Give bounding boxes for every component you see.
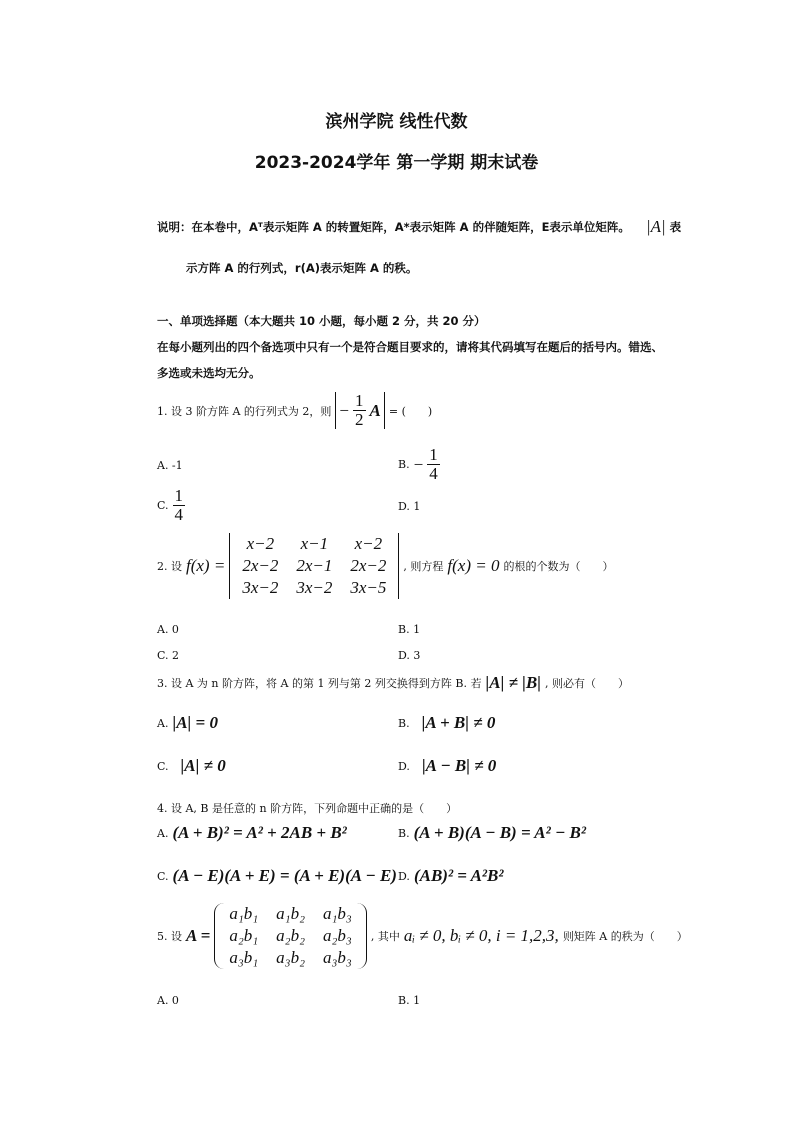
option-math: |A| = 0: [172, 713, 218, 732]
q2-option-b[interactable]: B. 1: [398, 623, 421, 636]
matrix-row: [220, 903, 360, 925]
option-label: A.: [157, 716, 169, 730]
det-symbol: |A|: [645, 217, 666, 236]
q2-option-a[interactable]: A. 0: [157, 623, 179, 636]
q2-option-d[interactable]: D. 3: [398, 649, 421, 662]
matrix-row: [220, 947, 360, 969]
matrix-cell: x−1: [300, 534, 329, 553]
q3-option-b[interactable]: [398, 713, 495, 733]
question-3: [157, 673, 629, 693]
matrix-cell: a₂b₃: [323, 926, 352, 945]
note-line-2: 示方阵 A 的行列式，r(A)表示矩阵 A 的秩。: [186, 261, 418, 275]
exam-title-term: 2023-2024学年 第一学期 期末试卷: [254, 153, 539, 173]
q1-option-b[interactable]: [398, 446, 440, 483]
option-label: B.: [398, 826, 410, 840]
question-2-tail: 的根的个数为（ ）: [503, 560, 614, 573]
question-3-text: 3. 设 A 为 n 阶方阵，将 A 的第 1 列与第 2 列交换得到方阵 B. 若: [157, 677, 482, 690]
q4-option-a[interactable]: [157, 823, 347, 843]
question-5-prefix: 5. 设: [157, 930, 182, 943]
question-1: [157, 392, 432, 429]
matrix-cell: a₁b₃: [323, 904, 352, 923]
matrix-cell: 2x−2: [242, 556, 279, 575]
q3-option-d[interactable]: [398, 756, 496, 776]
q5-option-b[interactable]: B. 1: [398, 994, 421, 1007]
matrix-cell: x−2: [354, 534, 383, 553]
note-text: 说明：在本卷中，Aᵀ表示矩阵 A 的转置矩阵，A*表示矩阵 A 的伴随矩阵，E表示单位矩阵。: [157, 220, 630, 234]
option-label: C.: [157, 759, 169, 773]
fraction: [173, 487, 186, 524]
matrix-cell: 2x−2: [350, 556, 387, 575]
function-expr: f(x) =: [186, 556, 226, 575]
matrix-cell: a₂b₁: [229, 926, 259, 945]
matrix-table: [220, 903, 360, 969]
denominator: 2: [355, 410, 364, 429]
question-4: 4. 设 A, B 是任意的 n 阶方阵，下列命题中正确的是（ ）: [157, 802, 458, 815]
option-math: (A − E)(A + E) = (A + E)(A − E): [172, 866, 397, 885]
matrix-cell: a₂b₂: [276, 926, 305, 945]
question-1-text: 1. 设 3 阶方阵 A 的行列式为 2，则: [157, 404, 332, 418]
matrix-row: [233, 555, 395, 577]
question-3-tail: , 则必有（ ）: [544, 677, 629, 690]
section-instruction-1: 在每小题列出的四个备选项中只有一个是符合题目要求的，请将其代码填写在题后的括号内。错选、: [157, 340, 663, 354]
condition: |A| ≠ |B|: [485, 673, 541, 692]
note-line-1: [157, 217, 681, 237]
determinant-matrix: [229, 533, 399, 599]
q4-option-d[interactable]: [398, 866, 503, 886]
option-label: B.: [398, 458, 410, 471]
option-label: A.: [157, 826, 169, 840]
q1-option-c[interactable]: [157, 487, 185, 524]
exam-title-school: 滨州学院 线性代数: [325, 112, 468, 132]
fraction: [353, 392, 366, 429]
question-5: [157, 903, 688, 969]
matrix-cell: 3x−5: [350, 578, 387, 597]
matrix-cell: 3x−2: [242, 578, 279, 597]
matrix-row: [233, 533, 395, 555]
q4-option-c[interactable]: [157, 866, 397, 886]
option-math: (A + B)² = A² + 2AB + B²: [172, 823, 347, 842]
matrix-cell: a₃b₁: [229, 948, 259, 967]
question-2: [157, 533, 613, 599]
matrix-row: [220, 925, 360, 947]
matrix-cell: a₁b₂: [276, 904, 305, 923]
condition: aᵢ ≠ 0, bᵢ ≠ 0, i = 1,2,3,: [403, 926, 559, 945]
matrix-row: [233, 577, 395, 599]
option-label: C.: [157, 499, 169, 512]
matrix-cell: a₁b₁: [229, 904, 259, 923]
option-math: |A − B| ≠ 0: [421, 756, 497, 775]
matrix-cell: a₃b₂: [276, 948, 305, 967]
q1-option-a[interactable]: A. -1: [157, 459, 183, 472]
question-2-mid: , 则方程: [403, 560, 444, 573]
matrix-lhs: A =: [186, 926, 211, 945]
option-label: C.: [157, 869, 169, 883]
minus-sign: −: [413, 454, 424, 474]
matrix-cell: 2x−1: [296, 556, 333, 575]
q2-option-c[interactable]: C. 2: [157, 649, 180, 662]
question-1-tail: = ( ): [388, 404, 433, 418]
numerator: 1: [174, 486, 184, 505]
option-math: (AB)² = A²B²: [413, 866, 504, 885]
question-1-determinant: [335, 392, 384, 429]
q5-option-a[interactable]: A. 0: [157, 994, 179, 1007]
matrix-cell: a₃b₃: [323, 948, 352, 967]
denominator: 4: [429, 464, 438, 483]
option-label: B.: [398, 716, 410, 730]
matrix-cell: 3x−2: [296, 578, 333, 597]
matrix-table: [233, 533, 395, 599]
option-math: |A| ≠ 0: [180, 756, 226, 775]
fraction: [427, 446, 440, 483]
q1-option-d[interactable]: D. 1: [398, 500, 421, 513]
matrix-cell: x−2: [246, 534, 275, 553]
numerator: 1: [355, 391, 364, 410]
section-instruction-2: 多选或未选均无分。: [157, 366, 261, 380]
equation: f(x) = 0: [447, 556, 500, 575]
question-5-mid: , 其中: [370, 930, 400, 943]
minus-sign: −: [339, 400, 350, 420]
section-heading: 一、单项选择题（本大题共 10 小题，每小题 2 分，共 20 分）: [157, 314, 486, 328]
q3-option-a[interactable]: [157, 713, 218, 733]
option-label: D.: [398, 869, 410, 883]
q4-option-b[interactable]: [398, 823, 586, 843]
matrix-parentheses: [214, 903, 366, 969]
question-2-prefix: 2. 设: [157, 560, 182, 573]
option-math: |A + B| ≠ 0: [421, 713, 496, 732]
note-text-end: 表: [669, 220, 682, 234]
option-label: D.: [398, 759, 410, 773]
matrix-variable: A: [369, 400, 381, 420]
denominator: 4: [174, 505, 184, 524]
numerator: 1: [429, 445, 438, 464]
q3-option-c[interactable]: [157, 756, 226, 776]
question-5-tail: 则矩阵 A 的秩为（ ）: [562, 930, 688, 943]
option-math: (A + B)(A − B) = A² − B²: [413, 823, 586, 842]
